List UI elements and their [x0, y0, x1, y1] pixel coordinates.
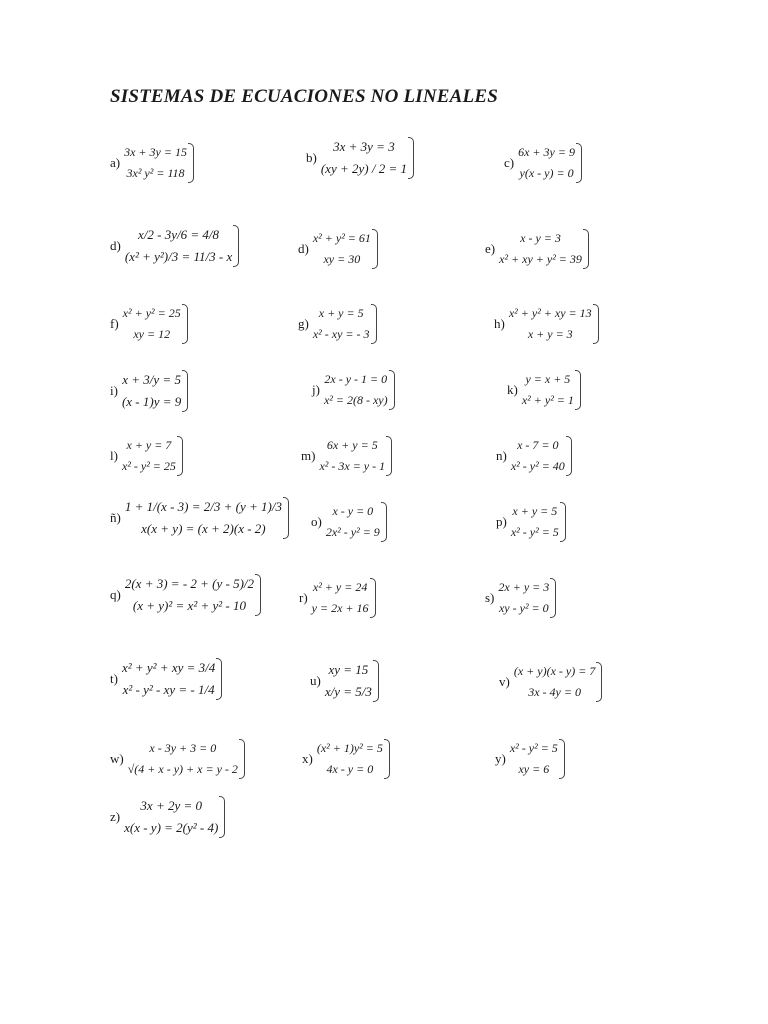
equation-2: x² - xy = - 3 [312, 327, 370, 341]
equation-2: xy = 30 [323, 252, 361, 266]
equation-1: x² + y² = 61 [312, 231, 371, 245]
equation-2: 3x² y² = 118 [126, 166, 185, 180]
equation-1: x - 3y + 3 = 0 [149, 741, 217, 755]
problem-label: d) [110, 238, 121, 253]
equation-system [126, 739, 245, 779]
problem-label: c) [504, 155, 515, 170]
equation-1: 3x + 3y = 3 [333, 139, 395, 154]
equation-system [319, 137, 414, 179]
equation-system [123, 225, 239, 267]
system-q [110, 574, 261, 616]
equation-2: x² - y² = 25 [121, 459, 176, 473]
system-enye [110, 497, 289, 539]
equation-system [123, 574, 261, 616]
equation-1: 2x - y - 1 = 0 [324, 372, 388, 386]
system-e [485, 229, 589, 269]
equation-system [322, 370, 395, 410]
equation-2: √(4 + x - y) + x = y - 2 [127, 762, 238, 776]
problem-label: q) [110, 587, 121, 602]
equation-1: 6x + y = 5 [326, 438, 378, 452]
problem-label: y) [495, 751, 506, 766]
system-x [302, 739, 390, 779]
system-t [110, 658, 222, 700]
problem-label: w) [110, 751, 124, 766]
equation-1: (x + y)(x - y) = 7 [513, 664, 596, 678]
system-r [299, 578, 376, 618]
equation-1: x² - y² = 5 [509, 741, 558, 755]
problem-label: v) [499, 674, 510, 689]
problem-label: p) [496, 514, 507, 529]
equation-2: y = 2x + 16 [311, 601, 369, 615]
problem-label: a) [110, 155, 121, 170]
equation-1: x² + y = 24 [312, 580, 368, 594]
equation-2: x² + y² = 1 [521, 393, 574, 407]
system-u [310, 660, 379, 702]
problem-label: m) [301, 448, 316, 463]
equation-2: x² - y² - xy = - 1/4 [122, 682, 215, 697]
problem-label: k) [507, 382, 518, 397]
problem-label: u) [310, 673, 321, 688]
equation-system [120, 658, 222, 700]
equation-2: (x - 1)y = 9 [121, 394, 182, 409]
equation-system [120, 436, 183, 476]
equation-system [509, 502, 566, 542]
equation-2: (xy + 2y) / 2 = 1 [320, 161, 407, 176]
equation-system [496, 578, 556, 618]
equation-1: x + y = 5 [318, 306, 364, 320]
problem-label: b) [306, 150, 317, 165]
problem-label: h) [494, 316, 505, 331]
problem-label: o) [311, 514, 322, 529]
system-p [496, 502, 566, 542]
equation-1: x² + y² + xy = 13 [508, 306, 592, 320]
equation-system [315, 739, 390, 779]
equation-1: 3x + 2y = 0 [140, 798, 203, 813]
system-k [507, 370, 581, 410]
system-z [110, 796, 225, 838]
equation-system [310, 578, 376, 618]
equation-system [520, 370, 581, 410]
problem-label: n) [496, 448, 507, 463]
equation-1: x² + y² + xy = 3/4 [121, 660, 216, 675]
problem-label: e) [485, 241, 496, 256]
equation-2: xy - y² = 0 [498, 601, 549, 615]
equation-2: (x² + y²)/3 = 11/3 - x [124, 249, 233, 264]
equation-1: (x² + 1)y² = 5 [316, 741, 383, 755]
equation-1: 6x + 3y = 9 [518, 145, 575, 159]
equation-system [507, 304, 599, 344]
system-h [494, 304, 599, 344]
system-d2 [298, 229, 378, 269]
equation-system [509, 436, 572, 476]
equation-1: x + y = 5 [512, 504, 558, 518]
system-a [110, 143, 194, 183]
page-title: SISTEMAS DE ECUACIONES NO LINEALES [110, 86, 498, 107]
system-s [485, 578, 556, 618]
equation-2: xy = 12 [133, 327, 171, 341]
system-y [495, 739, 565, 779]
equation-system [317, 436, 392, 476]
system-j [312, 370, 395, 410]
problem-label: l) [110, 448, 118, 463]
problem-label: i) [110, 383, 118, 398]
equation-2: x² + xy + y² = 39 [499, 252, 582, 266]
equation-1: x + y = 7 [126, 438, 172, 452]
equation-1: x² + y² = 25 [122, 306, 181, 320]
system-m [301, 436, 392, 476]
system-b [306, 137, 414, 179]
equation-system [311, 304, 377, 344]
equation-system [121, 304, 188, 344]
system-g [298, 304, 377, 344]
problem-label: r) [299, 590, 308, 605]
system-f [110, 304, 188, 344]
equation-2: x² - y² = 40 [510, 459, 565, 473]
equation-1: 3x + 3y = 15 [124, 145, 187, 159]
problem-label: f) [110, 316, 119, 331]
system-w [110, 739, 245, 779]
problem-label: j) [312, 382, 320, 397]
problem-label: d) [298, 241, 309, 256]
equation-1: x + 3/y = 5 [122, 372, 181, 387]
equation-1: y = x + 5 [525, 372, 571, 386]
equation-1: xy = 15 [328, 662, 369, 677]
equation-system [512, 662, 602, 702]
equation-system [120, 370, 188, 412]
equation-2: 3x - 4y = 0 [528, 685, 581, 699]
equation-system [497, 229, 589, 269]
equation-2: x(x - y) = 2(y² - 4) [124, 820, 219, 835]
equation-2: x² - y² = 5 [510, 525, 559, 539]
equation-1: 1 + 1/(x - 3) = 2/3 + (y + 1)/3 [124, 499, 282, 514]
equation-system [508, 739, 565, 779]
problem-label: x) [302, 751, 313, 766]
equation-2: 4x - y = 0 [326, 762, 374, 776]
problem-label: z) [110, 809, 121, 824]
problem-label: s) [485, 590, 495, 605]
equation-2: x² = 2(8 - xy) [323, 393, 388, 407]
equation-system [122, 796, 225, 838]
equation-1: 2x + y = 3 [498, 580, 550, 594]
system-d1 [110, 225, 239, 267]
equation-1: x - y = 0 [332, 504, 374, 518]
equation-2: x(x + y) = (x + 2)(x - 2) [141, 521, 266, 536]
equation-system [122, 143, 194, 183]
equation-system [516, 143, 582, 183]
equation-2: x² - 3x = y - 1 [319, 459, 386, 473]
equation-2: x/y = 5/3 [324, 684, 372, 699]
equation-1: 2(x + 3) = - 2 + (y - 5)/2 [124, 576, 255, 591]
equation-system [323, 660, 379, 702]
problem-label: g) [298, 316, 309, 331]
equation-2: x + y = 3 [527, 327, 573, 341]
problem-label: t) [110, 671, 118, 686]
equation-2: 2x² - y² = 9 [325, 525, 380, 539]
equation-1: x - 7 = 0 [517, 438, 559, 452]
equation-2: y(x - y) = 0 [519, 166, 574, 180]
equation-1: x/2 - 3y/6 = 4/8 [138, 227, 220, 242]
equation-system [311, 229, 378, 269]
equation-system [324, 502, 387, 542]
system-n [496, 436, 572, 476]
problem-label: ñ) [110, 510, 121, 525]
system-v [499, 662, 602, 702]
system-o [311, 502, 387, 542]
equation-2: xy = 6 [518, 762, 550, 776]
equation-1: x - y = 3 [520, 231, 561, 245]
system-i [110, 370, 188, 412]
system-l [110, 436, 183, 476]
equation-2: (x + y)² = x² + y² - 10 [132, 598, 246, 613]
equation-system [123, 497, 289, 539]
system-c [504, 143, 582, 183]
